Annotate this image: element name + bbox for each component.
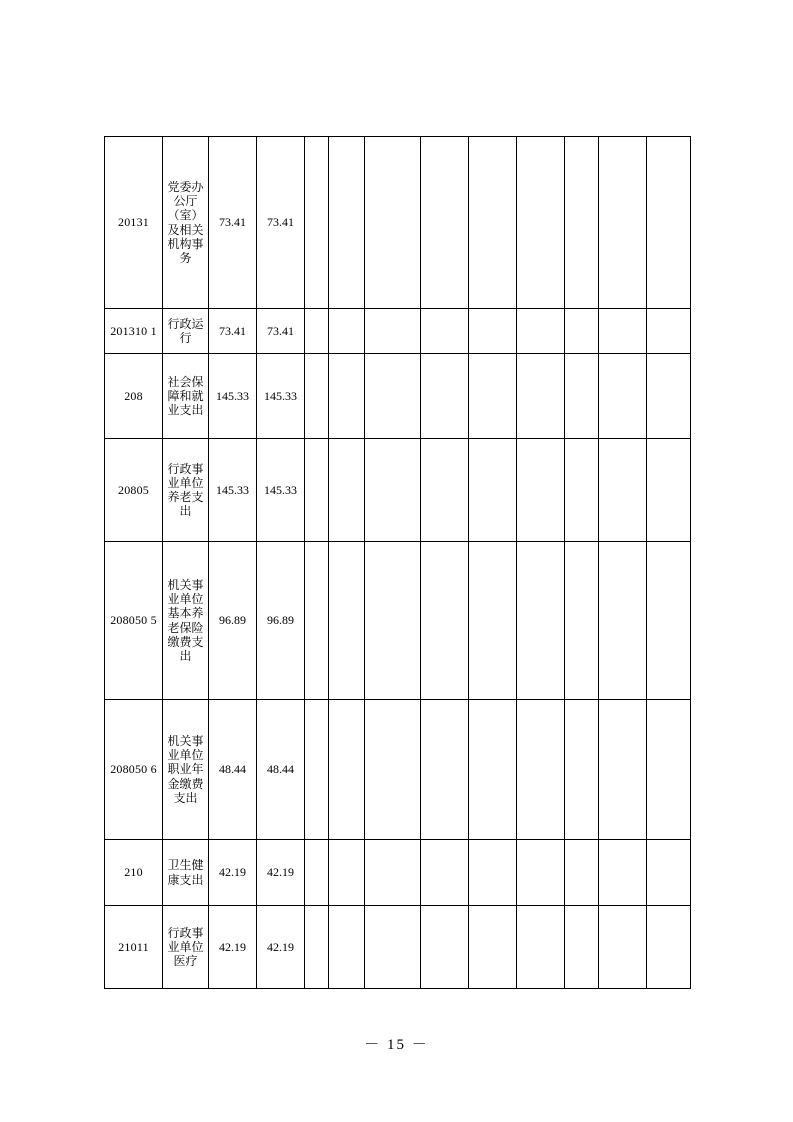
- table-row: [105, 137, 691, 309]
- cell-value2: 42.19: [257, 906, 305, 989]
- cell-code: 208050 5: [105, 542, 163, 700]
- table-row: [105, 840, 691, 906]
- cell-empty: [647, 840, 691, 906]
- cell-empty: [599, 906, 647, 989]
- cell-empty: [365, 542, 421, 700]
- cell-empty: [517, 137, 565, 309]
- cell-empty: [647, 137, 691, 309]
- budget-expenditure-table: [104, 136, 691, 989]
- cell-value1: 42.19: [209, 840, 257, 906]
- cell-value1: 73.41: [209, 137, 257, 309]
- cell-empty: [305, 439, 329, 542]
- cell-empty: [647, 542, 691, 700]
- cell-empty: [421, 542, 469, 700]
- cell-name: 社会保障和就业支出: [163, 354, 209, 439]
- cell-empty: [421, 137, 469, 309]
- cell-empty: [365, 137, 421, 309]
- cell-value2: 73.41: [257, 137, 305, 309]
- table-row: [105, 354, 691, 439]
- cell-empty: [517, 700, 565, 840]
- cell-name: 党委办公厅（室）及相关机构事务: [163, 137, 209, 309]
- cell-code: 208050 6: [105, 700, 163, 840]
- cell-empty: [469, 309, 517, 354]
- cell-value1: 73.41: [209, 309, 257, 354]
- cell-name: 行政事业单位医疗: [163, 906, 209, 989]
- cell-empty: [565, 840, 599, 906]
- cell-empty: [647, 906, 691, 989]
- cell-value1: 145.33: [209, 439, 257, 542]
- cell-value1: 145.33: [209, 354, 257, 439]
- cell-empty: [305, 354, 329, 439]
- cell-empty: [599, 137, 647, 309]
- table-row: [105, 542, 691, 700]
- cell-name: 机关事业单位基本养老保险缴费支出: [163, 542, 209, 700]
- table-row: [105, 700, 691, 840]
- cell-empty: [305, 840, 329, 906]
- cell-empty: [365, 906, 421, 989]
- cell-empty: [647, 309, 691, 354]
- cell-empty: [421, 354, 469, 439]
- cell-empty: [421, 309, 469, 354]
- cell-value2: 145.33: [257, 439, 305, 542]
- cell-empty: [517, 840, 565, 906]
- cell-empty: [329, 906, 365, 989]
- cell-empty: [421, 439, 469, 542]
- cell-empty: [329, 354, 365, 439]
- cell-empty: [469, 542, 517, 700]
- cell-empty: [469, 700, 517, 840]
- cell-value2: 42.19: [257, 840, 305, 906]
- cell-empty: [469, 906, 517, 989]
- cell-empty: [305, 906, 329, 989]
- table-row: [105, 906, 691, 989]
- table-body: [105, 137, 691, 989]
- cell-empty: [469, 354, 517, 439]
- cell-value1: 48.44: [209, 700, 257, 840]
- cell-empty: [469, 439, 517, 542]
- cell-empty: [565, 906, 599, 989]
- cell-empty: [365, 840, 421, 906]
- cell-empty: [599, 439, 647, 542]
- cell-empty: [517, 439, 565, 542]
- cell-value1: 96.89: [209, 542, 257, 700]
- cell-value2: 48.44: [257, 700, 305, 840]
- cell-empty: [517, 906, 565, 989]
- cell-code: 20131: [105, 137, 163, 309]
- cell-empty: [599, 840, 647, 906]
- cell-empty: [599, 700, 647, 840]
- cell-name: 机关事业单位职业年金缴费支出: [163, 700, 209, 840]
- cell-empty: [517, 542, 565, 700]
- cell-empty: [421, 700, 469, 840]
- cell-empty: [305, 309, 329, 354]
- cell-value1: 42.19: [209, 906, 257, 989]
- cell-code: 210: [105, 840, 163, 906]
- cell-empty: [565, 700, 599, 840]
- cell-empty: [565, 137, 599, 309]
- cell-code: 20805: [105, 439, 163, 542]
- table-row: [105, 309, 691, 354]
- cell-empty: [329, 840, 365, 906]
- cell-empty: [647, 700, 691, 840]
- cell-value2: 96.89: [257, 542, 305, 700]
- cell-empty: [329, 137, 365, 309]
- cell-empty: [329, 439, 365, 542]
- cell-empty: [365, 309, 421, 354]
- cell-name: 卫生健康支出: [163, 840, 209, 906]
- cell-code: 208: [105, 354, 163, 439]
- cell-code: 201310 1: [105, 309, 163, 354]
- cell-empty: [599, 354, 647, 439]
- page-number: － 15 －: [364, 1037, 429, 1053]
- cell-empty: [365, 354, 421, 439]
- table-row: [105, 439, 691, 542]
- cell-empty: [305, 137, 329, 309]
- cell-empty: [469, 137, 517, 309]
- cell-empty: [565, 354, 599, 439]
- cell-empty: [329, 700, 365, 840]
- cell-empty: [305, 700, 329, 840]
- cell-empty: [365, 439, 421, 542]
- cell-empty: [647, 354, 691, 439]
- cell-empty: [329, 309, 365, 354]
- cell-value2: 73.41: [257, 309, 305, 354]
- cell-empty: [469, 840, 517, 906]
- cell-empty: [565, 309, 599, 354]
- cell-empty: [421, 840, 469, 906]
- cell-empty: [647, 439, 691, 542]
- cell-value2: 145.33: [257, 354, 305, 439]
- cell-empty: [599, 309, 647, 354]
- cell-empty: [421, 906, 469, 989]
- cell-empty: [517, 354, 565, 439]
- cell-empty: [517, 309, 565, 354]
- cell-empty: [305, 542, 329, 700]
- cell-empty: [565, 542, 599, 700]
- cell-empty: [599, 542, 647, 700]
- cell-empty: [329, 542, 365, 700]
- cell-empty: [365, 700, 421, 840]
- cell-empty: [565, 439, 599, 542]
- cell-name: 行政运行: [163, 309, 209, 354]
- cell-name: 行政事业单位养老支出: [163, 439, 209, 542]
- cell-code: 21011: [105, 906, 163, 989]
